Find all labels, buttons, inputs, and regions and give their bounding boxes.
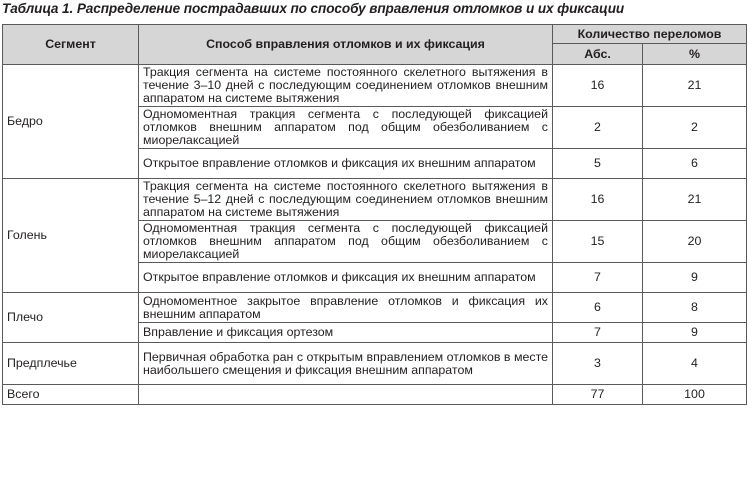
method-cell: Первичная обработка ран с открытым вправлением отломков в месте наибольшего смещения и фиксация внешним аппаратом: [139, 343, 553, 385]
method-cell: Тракция сегмента на системе постоянного скелетного вытяжения в течение 5–12 дней с последующим соединением отломков внешним аппаратом на системе вытяжения: [139, 179, 553, 221]
abs-cell: 15: [553, 221, 643, 263]
table-row: [3, 343, 747, 385]
method-cell: Одномоментное закрытое вправление отломков и фиксация их внешним аппаратом: [139, 293, 553, 323]
pct-cell: 20: [643, 221, 747, 263]
abs-cell: 6: [553, 293, 643, 323]
total-abs: 77: [553, 385, 643, 405]
pct-cell: 21: [643, 179, 747, 221]
total-method-cell: [139, 385, 553, 405]
table-caption: Таблица 1. Распределение пострадавших по способу вправления отломков и их фиксации: [2, 1, 625, 16]
pct-cell: 2: [643, 107, 747, 149]
table-row: [3, 293, 747, 323]
header-abs: Абс.: [553, 44, 643, 65]
abs-cell: 16: [553, 179, 643, 221]
method-cell: Одномоментная тракция сегмента с последующей фиксацией отломков внешним аппаратом под общим обезболиванием с миорелаксацией: [139, 107, 553, 149]
table-body: [3, 65, 747, 405]
table-row: [3, 65, 747, 107]
segment-cell: Бедро: [3, 65, 139, 179]
pct-cell: 8: [643, 293, 747, 323]
abs-cell: 7: [553, 323, 643, 343]
abs-cell: 5: [553, 149, 643, 179]
total-label: Всего: [3, 385, 139, 405]
table-row: [3, 179, 747, 221]
abs-cell: 7: [553, 263, 643, 293]
header-segment: Сегмент: [3, 25, 139, 65]
pct-cell: 6: [643, 149, 747, 179]
total-pct: 100: [643, 385, 747, 405]
method-cell: Одномоментная тракция сегмента с последующей фиксацией отломков внешним аппаратом под общим обезболиванием с миорелаксацией: [139, 221, 553, 263]
pct-cell: 9: [643, 263, 747, 293]
pct-cell: 9: [643, 323, 747, 343]
pct-cell: 21: [643, 65, 747, 107]
method-cell: Тракция сегмента на системе постоянного скелетного вытяжения в течение 3–10 дней с последующим соединением отломков внешним аппаратом на системе вытяжения: [139, 65, 553, 107]
table-header: [3, 25, 747, 65]
header-method: Способ вправления отломков и их фиксация: [139, 25, 553, 65]
header-count-group: Количество переломов: [553, 25, 747, 44]
method-cell: Открытое вправление отломков и фиксация их внешним аппаратом: [139, 149, 553, 179]
pct-cell: 4: [643, 343, 747, 385]
segment-cell: Предплечье: [3, 343, 139, 385]
method-cell: Вправление и фиксация ортезом: [139, 323, 553, 343]
segment-cell: Голень: [3, 179, 139, 293]
header-pct: %: [643, 44, 747, 65]
abs-cell: 16: [553, 65, 643, 107]
abs-cell: 3: [553, 343, 643, 385]
segment-cell: Плечо: [3, 293, 139, 343]
method-cell: Открытое вправление отломков и фиксация их внешним аппаратом: [139, 263, 553, 293]
abs-cell: 2: [553, 107, 643, 149]
fracture-distribution-table: [2, 24, 747, 405]
total-row: [3, 385, 747, 405]
